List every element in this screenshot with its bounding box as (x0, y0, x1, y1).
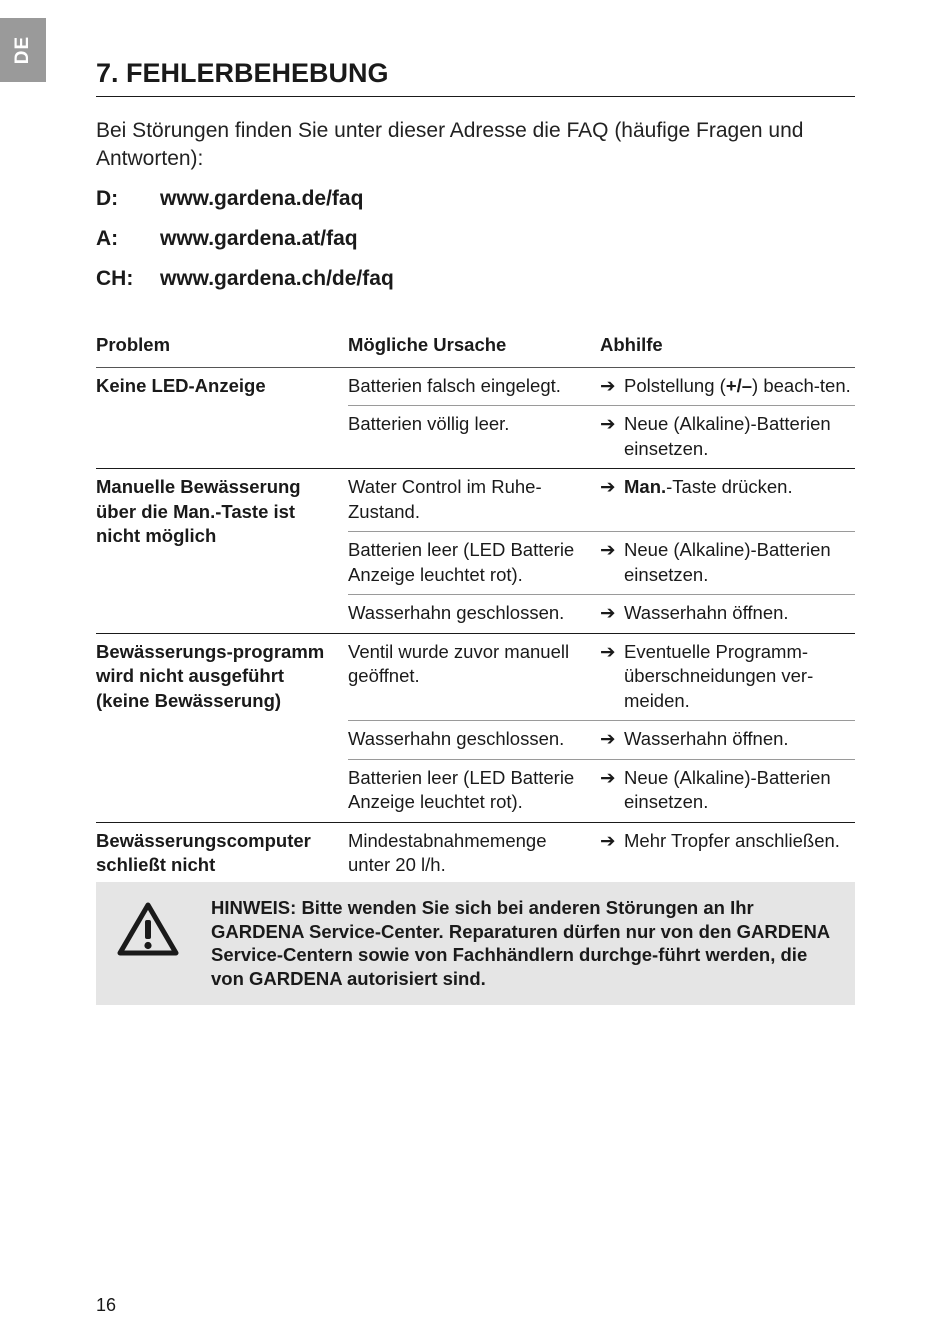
cause-cell: Water Control im Ruhe-Zustand. (348, 469, 600, 532)
cause-cell: Batterien leer (LED Batterie Anzeige leuchtet rot). (348, 759, 600, 822)
table-row (96, 822, 855, 885)
cause-cell: Wasserhahn geschlossen. (348, 595, 600, 634)
arrow-right-icon: ➔ (600, 374, 616, 396)
remedy-bold-text: +/– (725, 374, 753, 396)
header-cause: Mögliche Ursache (348, 330, 600, 367)
remedy-cell (600, 822, 855, 885)
cause-cell: Ventil wurde zuvor manuell geöffnet. (348, 633, 600, 721)
remedy-cell (600, 469, 855, 532)
remedy-cell (600, 532, 855, 595)
cause-cell: Mindestabnahmemenge unter 20 l/h. (348, 822, 600, 885)
remedy-cell (600, 406, 855, 469)
faq-country-code: D: (96, 187, 119, 210)
faq-country-code: A: (96, 227, 119, 250)
section-title: 7. FEHLERBEHEBUNG (96, 56, 855, 97)
cause-cell: Batterien leer (LED Batterie Anzeige leuchtet rot). (348, 532, 600, 595)
table-row (96, 367, 855, 406)
remedy-cell (600, 633, 855, 721)
faq-url: www.gardena.ch/de/faq (160, 267, 394, 290)
arrow-right-icon: ➔ (600, 539, 616, 560)
remedy-text: Eventuelle Programm-überschneidungen ver-meiden. (624, 640, 814, 711)
remedy-text: Wasserhahn öffnen. (624, 602, 789, 623)
arrow-right-icon: ➔ (600, 728, 616, 749)
table-header-row (96, 330, 855, 367)
remedy-cell (600, 759, 855, 822)
arrow-right-icon: ➔ (600, 476, 616, 497)
table-row (96, 469, 855, 532)
remedy-cell (600, 595, 855, 634)
remedy-text: Mehr Tropfer anschließen. (624, 829, 840, 851)
troubleshooting-table (96, 330, 855, 885)
arrow-right-icon: ➔ (600, 766, 616, 788)
remedy-text: Polstellung ( (624, 374, 726, 396)
remedy-text: Neue (Alkaline)-Batterien einsetzen. (624, 413, 831, 459)
remedy-cell (600, 721, 855, 760)
cause-cell: Wasserhahn geschlossen. (348, 721, 600, 760)
problem-cell: Bewässerungscomputer schließt nicht (96, 822, 348, 885)
faq-url: www.gardena.at/faq (160, 227, 358, 250)
notice-text: HINWEIS: Bitte wenden Sie sich bei anderen Störungen an Ihr GARDENA Service-Center. Reparaturen dürfen nur von den GARDENA Service-Centern sowie von Fachhändlern durchge-führt werden, die von GARDENA autorisiert sind. (211, 897, 830, 989)
remedy-text: Wasserhahn öffnen. (624, 728, 789, 749)
remedy-bold-text: Man. (624, 476, 667, 497)
page-number: 16 (96, 1295, 117, 1315)
header-problem: Problem (96, 330, 348, 367)
faq-country-code: CH: (96, 267, 134, 290)
table-row (96, 633, 855, 721)
problem-cell: Manuelle Bewässerung über die Man.-Taste ist nicht möglich (96, 469, 348, 634)
remedy-text: ) beach-ten. (752, 374, 851, 396)
faq-url: www.gardena.de/faq (160, 187, 364, 210)
problem-cell: Keine LED-Anzeige (96, 374, 266, 396)
remedy-text: Neue (Alkaline)-Batterien einsetzen. (624, 539, 831, 585)
language-tab (0, 18, 46, 82)
language-tab-label: DE (12, 35, 33, 65)
intro-text: Bei Störungen finden Sie unter dieser Adresse die FAQ (häufige Fragen und Antworten): (96, 119, 804, 170)
notice-box (96, 882, 855, 1005)
remedy-text: -Taste drücken. (666, 476, 793, 497)
cause-cell: Batterien falsch eingelegt. (348, 374, 561, 396)
problem-cell: Bewässerungs-programm wird nicht ausgeführt (keine Bewässerung) (96, 633, 348, 822)
arrow-right-icon: ➔ (600, 829, 616, 851)
arrow-right-icon: ➔ (600, 602, 616, 623)
warning-triangle-icon (116, 900, 180, 958)
arrow-right-icon: ➔ (600, 640, 616, 662)
remedy-text: Neue (Alkaline)-Batterien einsetzen. (624, 766, 831, 812)
arrow-right-icon: ➔ (600, 413, 616, 434)
cause-cell: Batterien völlig leer. (348, 406, 600, 469)
remedy-cell (600, 367, 855, 406)
header-remedy: Abhilfe (600, 330, 855, 367)
